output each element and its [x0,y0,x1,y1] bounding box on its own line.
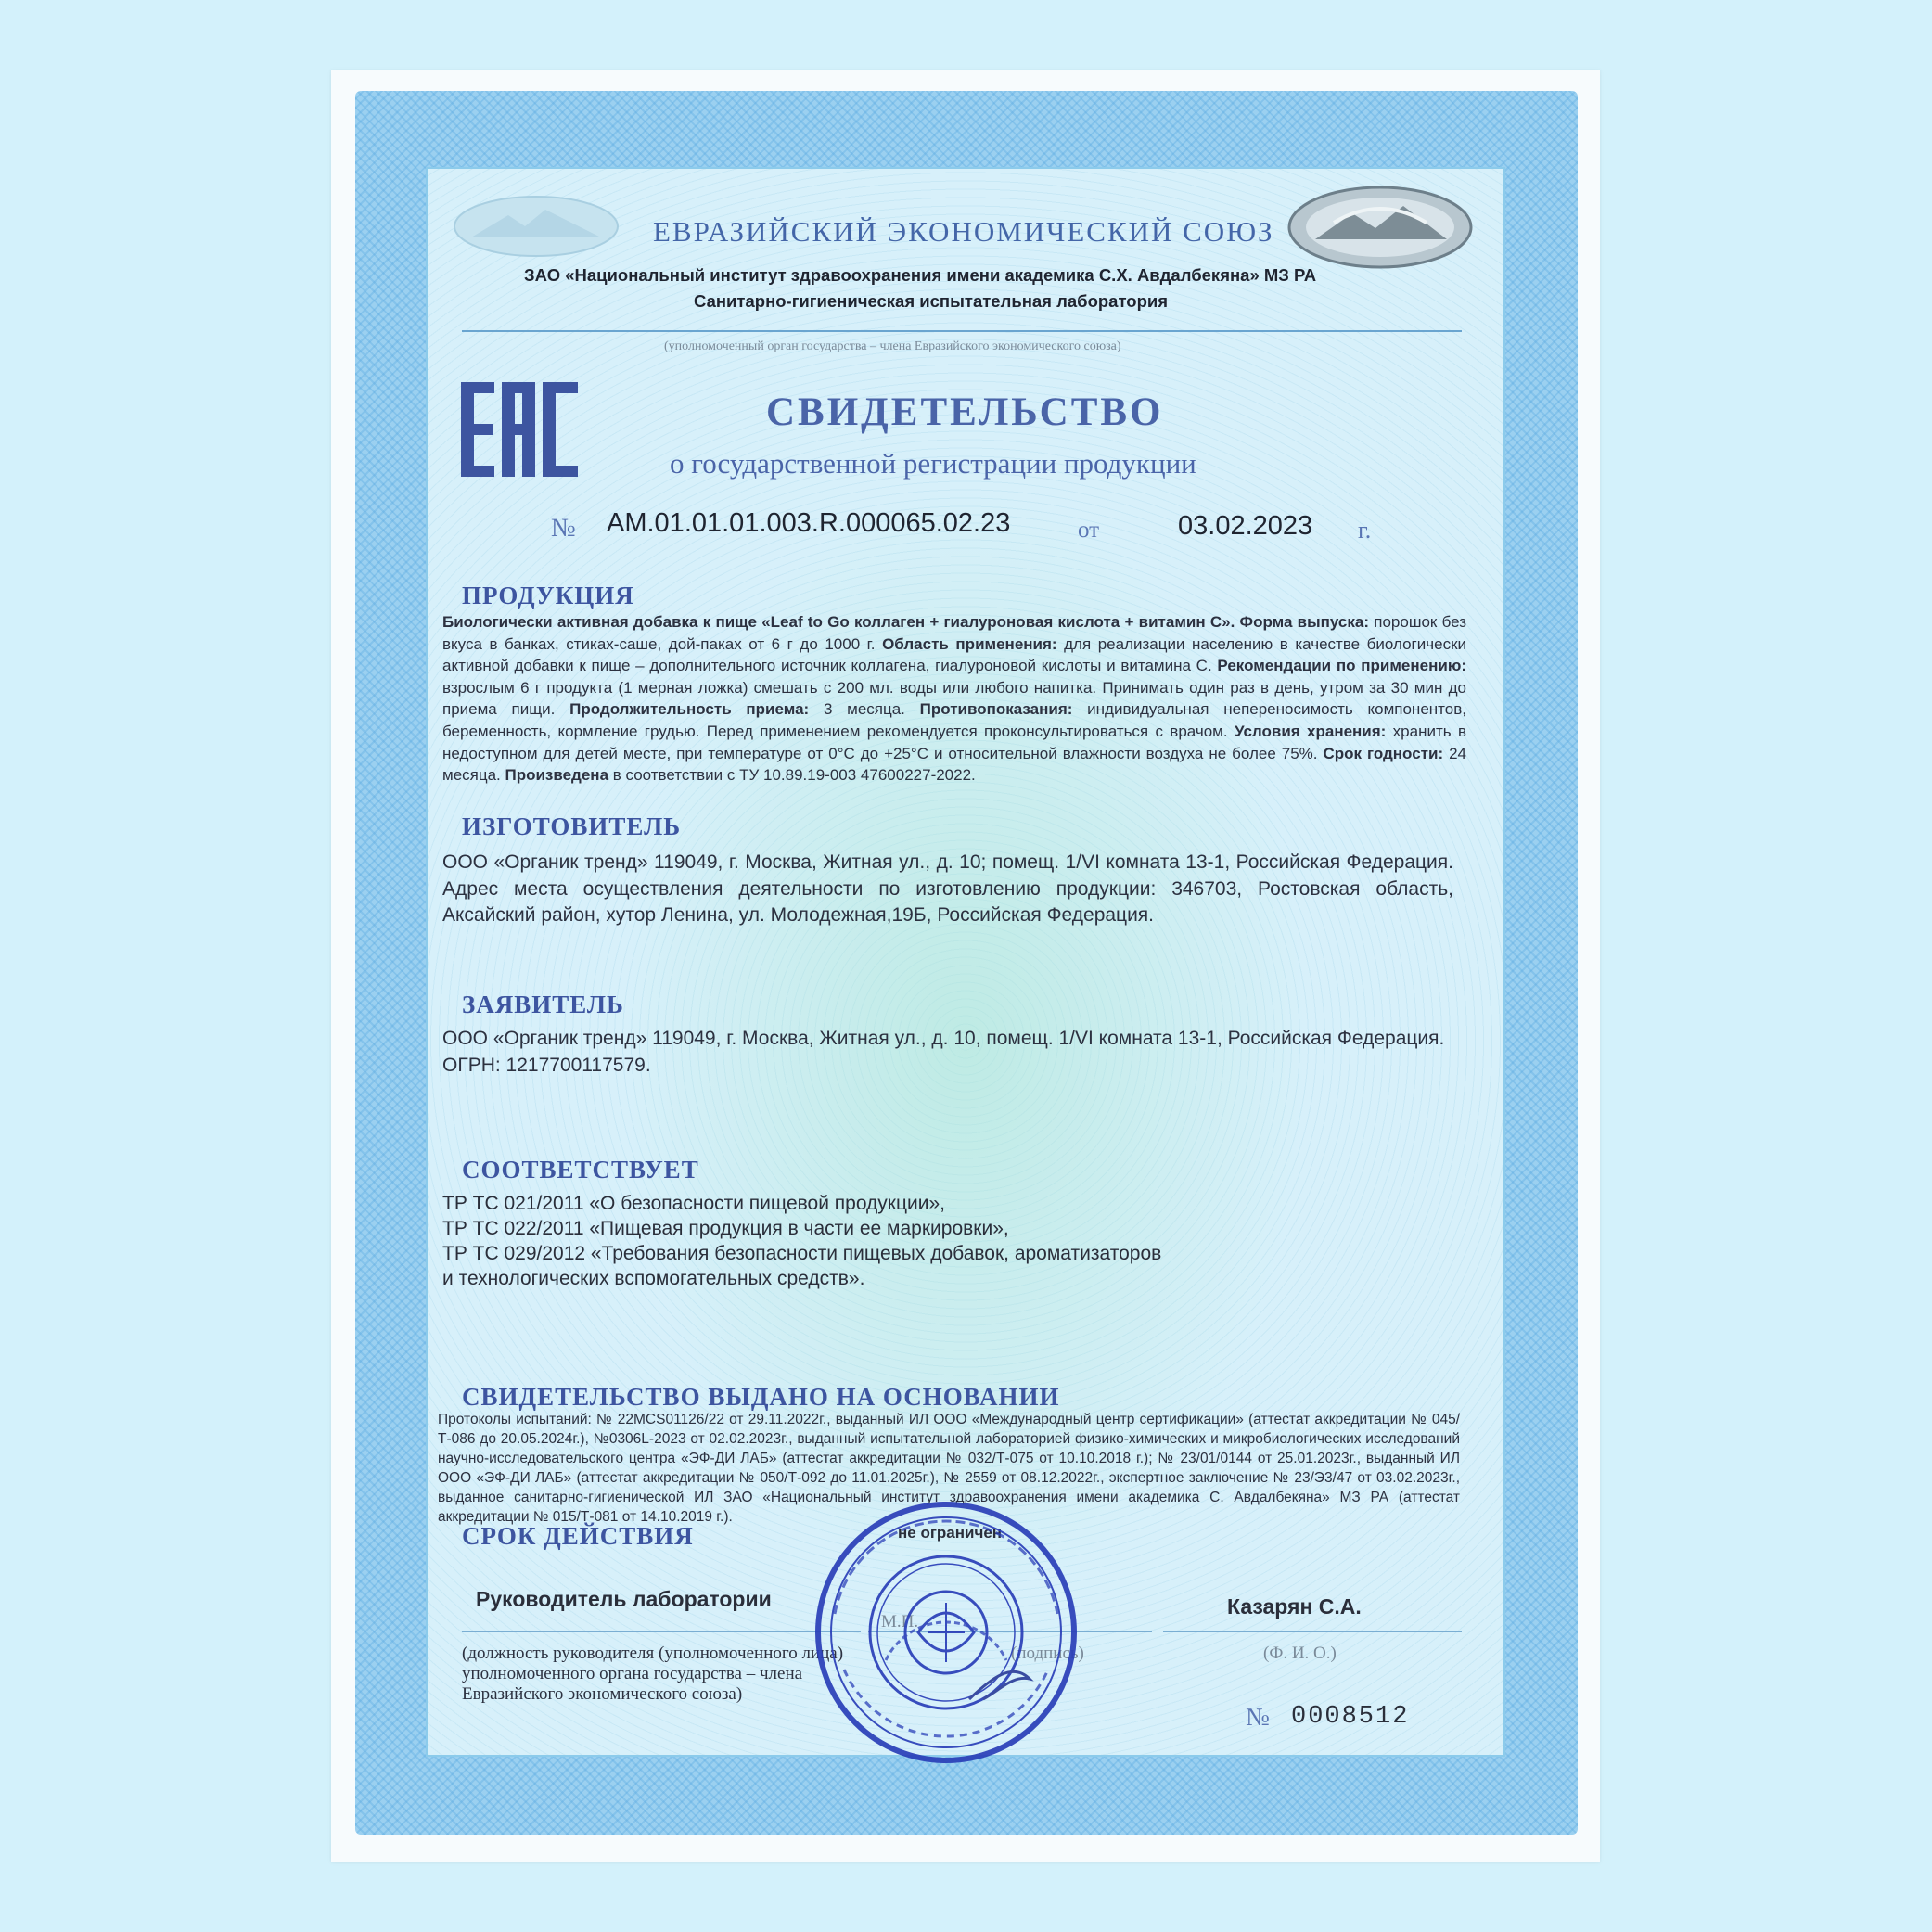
certificate-title: СВИДЕТЕЛЬСТВО [766,390,1164,434]
reg-year-suffix: г. [1358,517,1372,544]
manufacturer-heading: ИЗГОТОВИТЕЛЬ [462,812,682,840]
conforms-line: и технологических вспомогательных средств». [442,1268,865,1289]
manufacturer-text: ООО «Органик тренд» 119049, г. Москва, Житная ул., д. 10; помещ. 1/VI комната 13-1, Российская Федерация. Адрес места осуществления деятельности по изготовлению продукции: 346703, Ростовская область, Аксайский район, хутор Ленина, ул. Молодежная,19Б, Российская Федерация. [442,851,1453,926]
validity-value: не ограничен [898,1524,1003,1542]
conforms-line: ТР ТС 022/2011 «Пищевая продукция в части ее маркировки», [442,1218,1009,1239]
eac-logo [461,382,578,477]
certificate-subtitle: о государственной регистрации продукции [670,447,1196,480]
signer-position: Руководитель лаборатории [476,1587,772,1611]
basis-heading: СВИДЕТЕЛЬСТВО ВЫДАНО НА ОСНОВАНИИ [462,1383,1060,1411]
product-text: Биологически активная добавка к пище «Leaf to Go коллаген + гиалуроновая кислота + витамин С». Форма выпуска: порошок без вкуса в банках, стиках-саше, дой-паках от 6 г до 1000 г. Область применения: для реализации населению в качестве биологически активной добавки к пище – дополнительного источник коллагена, гиалуроновой кислоты и витамина С. Рекомендации по применению: взрослым 6 г продукта (1 мерная ложка) смешать с 200 мл. воды или любого напитка. Принимать один раз в день, утром за 30 мин до приема пищи. Продолжительность приема: 3 месяца. Противопоказания: индивидуальная непереносимость компонентов, беременность, кормление грудью. Перед применением рекомендуется проконсультироваться с врачом. Условия хранения: хранить в недоступном для детей месте, при температуре от 0°С до +25°С и относительной влажности воздуха не более 75%. Срок годности: 24 месяца. Произведена в соответствии с ТУ 10.89.19-003 47600227-2022. [442,613,1467,785]
header-rule [462,330,1462,332]
reg-from-label: от [1078,518,1100,543]
position-note: (должность руководителя (уполномоченного лица) уполномоченного органа государства – члена Евразийского экономического союза) [462,1644,844,1704]
signer-name: Казарян С.А. [1227,1594,1362,1619]
validity-heading: СРОК ДЕЙСТВИЯ [462,1522,694,1550]
reg-number: AM.01.01.01.003.R.000065.02.23 [607,508,1011,538]
name-note: (Ф. И. О.) [1263,1644,1337,1663]
institute-name: ЗАО «Национальный институт здравоохранения имени академика С.Х. Авдалбекяна» МЗ РА [524,265,1317,285]
basis-text: Протоколы испытаний: № 22MCS01126/22 от 29.11.2022г., выданный ИЛ ООО «Международный центр сертификации» (аттестат аккредитации № 045/Т-086 до 20.05.2024г.), №0306L-2023 от 02.02.2023г., выданный испытательной лабораторией физико-химических и микробиологических исследований научно-исследовательского центра «ЭФ-ДИ ЛАБ» (аттестат аккредитации № 032/Т-075 от 10.10.2018 г.); № 23/01/0144 от 25.01.2023г., выданный ИЛ ООО «ЭФ-ДИ ЛАБ» (аттестат аккредитации № 050/Т-092 до 11.01.2025г.), № 2559 от 08.12.2022г., экспертное заключение № 23/Э3/47 от 03.02.2023г., выданное санитарно-гигиенической ИЛ ЗАО «Национальный институт здравоохранения имени академика С. Авдалбекяна» МЗ РА (аттестат аккредитации № 015/Т-081 от 14.10.2019 г.). [438,1412,1460,1525]
authority-note: (уполномоченный орган государства – члена Евразийского экономического союза) [664,339,1121,353]
form-number: 0008512 [1291,1703,1410,1731]
mountain-watermark-icon [453,195,620,258]
mp-label: М.П. [881,1612,919,1631]
applicant-text: ООО «Органик тренд» 119049, г. Москва, Житная ул., д. 10, помещ. 1/VI комната 13-1, Российская Федерация. ОГРН: 1217700117579. [442,1028,1445,1076]
conforms-line: ТР ТС 029/2012 «Требования безопасности пищевых добавок, ароматизаторов [442,1243,1162,1264]
applicant-heading: ЗАЯВИТЕЛЬ [462,991,624,1018]
form-number-sign: № [1246,1703,1270,1731]
product-heading: ПРОДУКЦИЯ [462,582,634,609]
reg-number-sign: № [551,514,576,543]
official-stamp-icon [807,1493,1085,1772]
reg-date: 03.02.2023 [1178,511,1313,541]
conforms-heading: СООТВЕТСТВУЕТ [462,1156,699,1184]
signature-note: (подпись) [1011,1644,1084,1663]
conforms-line: ТР ТС 021/2011 «О безопасности пищевой продукции», [442,1193,946,1214]
union-title: ЕВРАЗИЙСКИЙ ЭКОНОМИЧЕСКИЙ СОЮЗ [653,215,1274,248]
name-rule [1163,1631,1462,1632]
hologram-icon [1287,186,1473,269]
position-rule [462,1631,861,1632]
lab-name: Санитарно-гигиеническая испытательная лаборатория [694,291,1169,311]
